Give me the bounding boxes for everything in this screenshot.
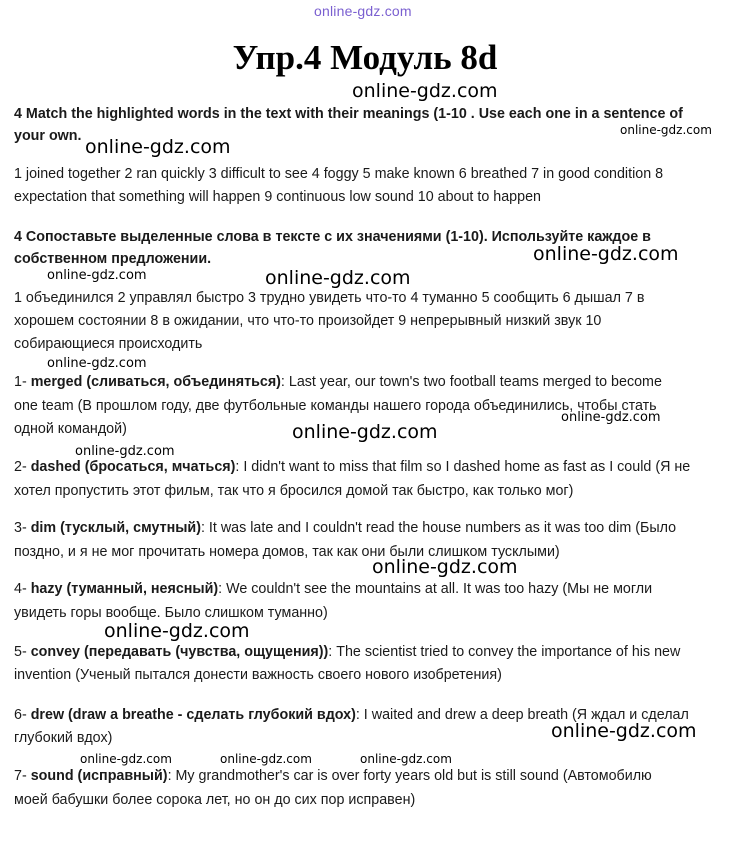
entry-text: хотел пропустить этот фильм, так что я бросился домой так быстро, как только мог) — [14, 483, 574, 499]
entry-text: one team (В прошлом году, две футбольные команды нашего города объединились, чтобы стать — [14, 398, 657, 414]
task-en-answers: expectation that something will happen 9 continuous low sound 10 about to happen — [14, 189, 541, 205]
entry-number: 5- — [14, 644, 27, 660]
entry-text: моей бабушки более сорока лет, но он до сих пор исправен) — [14, 792, 416, 808]
task-en-answers: 1 joined together 2 ran quickly 3 difficult to see 4 foggy 5 make known 6 breathed 7 in good condition 8 — [14, 166, 664, 182]
entry-term: dashed (бросаться, мчаться) — [30, 459, 236, 475]
entry-3 — [14, 518, 676, 538]
watermark: online-gdz.com — [265, 267, 411, 289]
entry-number: 3- — [14, 520, 27, 536]
entry-term: merged (сливаться, объединяться) — [30, 374, 281, 390]
entry-text: : I waited and drew a deep breath (Я ждал и сделал — [355, 707, 689, 723]
task-ru-answers: собирающиеся происходить — [14, 336, 203, 352]
entry-text: : I didn't want to miss that film so I dashed home as fast as I could (Я не — [235, 459, 691, 475]
entry-6 — [14, 705, 689, 725]
task-en-heading: your own. — [14, 128, 82, 144]
entry-5 — [14, 642, 680, 662]
entry-text: поздно, и я не мог прочитать номера домов, так как они были слишком тусклыми) — [14, 544, 560, 560]
entry-text: : My grandmother's car is over forty years old but is still sound (Автомобилю — [167, 768, 652, 784]
watermark: online-gdz.com — [104, 620, 250, 642]
watermark: online-gdz.com — [85, 136, 231, 158]
entry-text: глубокий вдох) — [14, 730, 113, 746]
watermark: online-gdz.com — [360, 752, 452, 766]
watermark: online-gdz.com — [551, 720, 697, 742]
watermark: online-gdz.com — [533, 243, 679, 265]
entry-4 — [14, 579, 652, 599]
entry-text: : Last year, our town's two football teams merged to become — [280, 374, 662, 390]
entry-number: 7- — [14, 768, 27, 784]
watermark: online-gdz.com — [220, 752, 312, 766]
entry-text: : It was late and I couldn't read the house numbers as it was too dim (Было — [200, 520, 677, 536]
watermark: online-gdz.com — [372, 556, 518, 578]
watermark: online-gdz.com — [561, 410, 661, 425]
entry-text: invention (Ученый пытался донести важность своего нового изобретения) — [14, 667, 502, 683]
entry-7 — [14, 766, 652, 786]
entry-1 — [14, 372, 662, 392]
entry-text: увидеть горы вообще. Было слишком туманно) — [14, 605, 328, 621]
watermark: online-gdz.com — [292, 421, 438, 443]
page-title: Упр.4 Модуль 8d — [232, 38, 498, 77]
entry-number: 4- — [14, 581, 27, 597]
entry-number: 1- — [14, 374, 27, 390]
watermark-top: online-gdz.com — [314, 3, 412, 19]
entry-term: dim (тусклый, смутный) — [30, 520, 201, 536]
watermark: online-gdz.com — [620, 123, 712, 137]
entry-text: одной командой) — [14, 421, 127, 437]
entry-text: : We couldn't see the mountains at all. It was too hazy (Мы не могли — [218, 581, 653, 597]
entry-text: : The scientist tried to convey the importance of his new — [328, 644, 681, 660]
entry-term: drew (draw a breathe - сделать глубокий вдох) — [30, 707, 356, 723]
task-ru-answers: хорошем состоянии 8 в ожидании, что что-то произойдет 9 непрерывный низкий звук 10 — [14, 313, 602, 329]
entry-term: convey (передавать (чувства, ощущения)) — [30, 644, 329, 660]
task-ru-heading: 4 Сопоставьте выделенные слова в тексте с их значениями (1-10). Используйте каждое в — [14, 229, 651, 245]
task-en-heading: 4 Match the highlighted words in the text with their meanings (1-10 . Use each one in a sentence of — [14, 106, 683, 122]
entry-number: 2- — [14, 459, 27, 475]
watermark: online-gdz.com — [75, 444, 175, 459]
task-ru-answers: 1 объединился 2 управлял быстро 3 трудно увидеть что-то 4 туманно 5 сообщить 6 дышал 7 в — [14, 290, 645, 306]
watermark: online-gdz.com — [352, 80, 498, 102]
entry-term: sound (исправный) — [30, 768, 168, 784]
entry-term: hazy (туманный, неясный) — [30, 581, 219, 597]
entry-number: 6- — [14, 707, 27, 723]
task-ru-heading: собственном предложении. — [14, 251, 212, 267]
entry-2 — [14, 457, 690, 477]
watermark: online-gdz.com — [47, 356, 147, 371]
watermark: online-gdz.com — [47, 268, 147, 283]
watermark: online-gdz.com — [80, 752, 172, 766]
